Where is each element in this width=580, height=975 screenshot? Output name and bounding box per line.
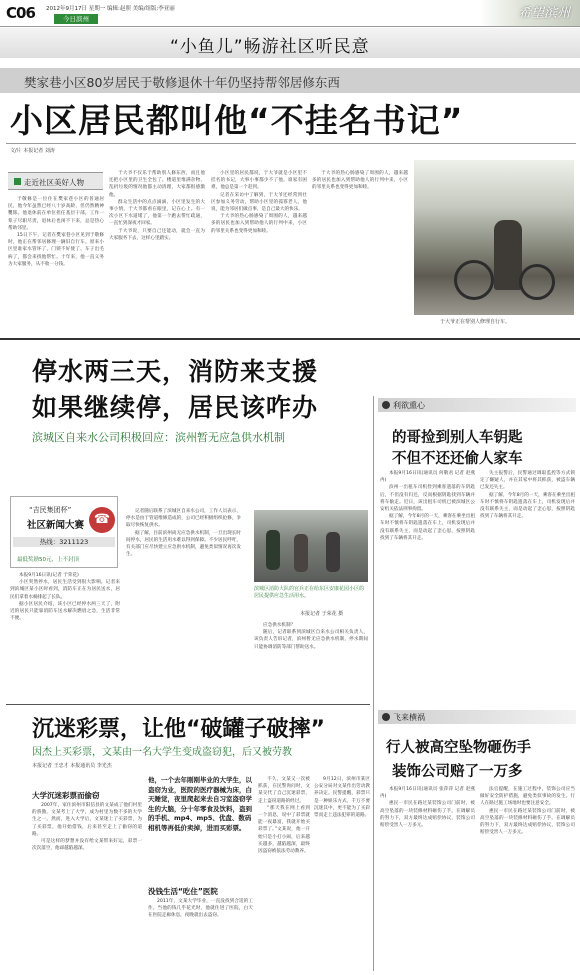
photo-firefighter (266, 530, 280, 570)
story1-byline: 文/片 本报记者 刘涛 (10, 148, 55, 154)
paragraph: 于大爷的热心肠感染了周围的人，越来越多的居民也加入到帮助他人的行列中来，小区的邻里关系也变得更加和睦。 (211, 214, 307, 234)
paragraph: “那天我在网上看到一个消息，说中了彩票就能一夜暴富，我就开始买彩票了。”文某说，他一开始只是小打小闹，后来越买越多，越陷越深，最终因盗窃被依法劳动教养。 (258, 805, 310, 855)
paragraph: 应急供水机制？ (263, 623, 296, 628)
story5-highlight: 他，一个去年刚刚毕业的大学生，以盗窃为业，医院的医疗器械为床，白天睡觉，夜里爬起来去自习室盗窃学生的大脑，分十年零食及饮料，盗到的手机、mp4、mp5、优盘、数码相机等再低价卖掉，进而买彩票。 (148, 776, 252, 832)
story2-photo-caption: 滨城区消防大队的官兵正在给东区安康花园小区的居民提供应急生活用水。 (254, 586, 365, 599)
paragraph: 2007年，家住滨州市阳信县的文某成了他们村里的骄傲，文某考上了大学，成为村里为数不多的大学生之一。然而，进入大学后，文某迷上了买彩票，为了买彩票，他开始借钱，后来甚至走上了偷窃的道路。 (32, 803, 142, 837)
section-divider (0, 338, 580, 340)
masthead-divider (0, 26, 580, 27)
page-code: C06 (6, 4, 35, 22)
paragraph: 2011年，文某大学毕业，一直没找到合适的工作。当他的钱几乎花光时，他就住进了医院，白天在医院走廊休息，夜晚就出去盗窃。 (148, 899, 253, 919)
story5-subhead: 因杰上买彩票，文某由一名大学生变成盗窃犯，后又被劳教 (32, 747, 292, 758)
story2-col2 (126, 508, 241, 698)
photo-bicycle-wheel (519, 264, 555, 300)
ad-reward: 最低奖励50元，上不封顶 (17, 557, 79, 563)
masthead-logo (480, 0, 580, 26)
story1-col4 (312, 170, 408, 320)
banner-title: “小鱼儿”畅游社区听民意 (170, 37, 370, 57)
masthead (0, 0, 580, 26)
marker-icon (382, 401, 390, 409)
telephone-icon: ☎ (89, 507, 115, 533)
story2-photo-credit: 本报记者 于荣花 摄 (300, 611, 344, 617)
story3-label-bar (378, 398, 576, 412)
story1-tag: 走近社区美好人物 (24, 178, 84, 187)
paragraph: 小区突然停水，居民生活受到很大影响。记者来到滨城区某小区时看到，消防车正在为居民送水，居民们拿着水桶排起了长队。 (10, 580, 120, 600)
contest-ad (10, 496, 118, 568)
paragraph: 可是这样的梦想并没有给文某带来好运，彩票一次次落空，他却越陷越深。 (32, 839, 142, 852)
story1-col1 (8, 196, 104, 318)
paragraph: 15日下午，记者在樊家巷小区见到于敬修时，他正在帮邻居修理一辆旧自行车。原来小区里谁家水管坏了、门锁不好使了、车子出毛病了，都会来找他帮忙。十年来，他一直义务为大家服务，从不收一分钱。 (8, 233, 104, 267)
paragraph: 法官提醒，在施工过程中，装饰公司应当做好安全防护措施，避免类似事故的发生。行人在路过施工场地时也要注意安全。 (480, 787, 575, 807)
photo-resident (294, 534, 308, 572)
story5-col2 (148, 898, 253, 968)
story1-col2 (109, 170, 205, 320)
story2-subhead: 滨城区自来水公司积极回应：滨州暂无应急供水机制 (32, 431, 285, 444)
story5-byline: 本报记者 王忠才 本报通讯员 李光杰 (32, 763, 112, 769)
story3-headline-1: 的哥捡到别人车钥匙 (392, 430, 523, 446)
story3-section-label: 利欲熏心 (393, 401, 425, 410)
paragraph: 于敬修是一位住在樊家巷小区的普通居民，他今年虽然已经八十岁高龄，但仍然精神矍铄。他退休前在单位担任基层干部，工作一辈子尽职尽责，退休后也闲不下来，总是热心帮助邻里。 (8, 197, 104, 231)
ad-hotline: 热线：3211123 (13, 537, 115, 547)
bullet-square-icon (14, 178, 21, 185)
paragraph: 于大爷不仅乐于帮助别人修东西，而且他还把小区里的卫生全包了。楼道里堆满杂物、乱扔垃圾的情况他都主动清理，大家都很感激他。 (109, 171, 205, 198)
story1-kicker-band (0, 68, 580, 93)
story1-tag-box (8, 172, 103, 190)
story1-col3 (211, 170, 307, 320)
photo-bicycle-wheel (454, 260, 494, 300)
paragraph: 于大爷说，只要自己还能动，就会一直为大家服务下去，这样心里踏实。 (109, 228, 205, 241)
banner (0, 28, 580, 58)
story2-col3 (254, 622, 368, 698)
paragraph: 不久，文某又一次被抓获，在民警询问时，文某交代了自己沉迷彩票，走上盗窃道路的经过。 (258, 777, 310, 804)
photo-figure (494, 220, 522, 290)
story2-photo (254, 510, 368, 582)
story2-headline-1: 停水两三天，消防来支援 (32, 357, 319, 386)
paragraph: 群众生活中的点点滴滴、小区里发生的大事小情，于大爷都看在眼里，记在心上。有一次小区下水道堵了，他第一个跑去帮忙疏通，一直忙到深夜才回家。 (109, 199, 205, 227)
column-divider (373, 396, 374, 971)
story1-photo-caption: 于大爷正在帮别人修理自行车。 (440, 319, 511, 325)
story4-section-label: 飞来横祸 (393, 713, 425, 722)
paragraph: 记者随后联系了滨城区自来水公司，工作人员表示，停水是由于管道维修造成的，公司已经积极组织抢修，争取尽快恢复供水。 (126, 509, 241, 529)
paragraph: 记者在采访中了解到，于大爷还经常到社区参加义务劳动，帮助小区里的孤寡老人。他说，能为邻居们做点事，是自己最大的快乐。 (211, 192, 307, 213)
masthead-logo-text: 希望滨州 (517, 6, 570, 21)
ad-title: “吉民集团杯” (29, 506, 72, 514)
paragraph: 据了解，今年8月的一天，乘客在乘坐出租车时不慎将车钥匙遗落在车上，司机发现后并没有联系失主，而是动起了歪心思，按照钥匙找到了车辆将其开走。 (380, 514, 475, 541)
paragraph: 小区里的居民都说，于大爷就是小区里不挂名的书记，大事小事都少不了他。谁家有困难，他总是第一个赶到。 (211, 171, 307, 191)
story3-col2 (480, 470, 575, 690)
story2-col1 (10, 572, 120, 700)
story2-headline-2: 如果继续停，居民该咋办 (32, 393, 319, 422)
story5-subtitle-1: 大学沉迷彩票而偷窃 (32, 791, 100, 800)
ad-name: 社区新闻大赛 (27, 520, 85, 531)
story4-headline-1: 行人被高空坠物砸伤手 (386, 740, 531, 756)
story5-col1 (32, 802, 142, 968)
paragraph: 惠民一市民在路过某装饰公司门前时，被高空坠落的一块装修材料砸伤了手。在调解员的努力下，双方最终达成赔偿协议，装饰公司赔偿受害人一万多元。 (480, 808, 575, 836)
paragraph: 于大爷的热心肠感染了周围的人，越来越多的居民也加入到帮助他人的行列中来，小区的邻里关系也变得更加和睦。 (312, 171, 408, 191)
story5-headline: 沉迷彩票，让他“破罐子破摔” (32, 717, 325, 742)
story1-kicker: 樊家巷小区80岁居民于敬修退休十年仍坚持帮邻居修东西 (24, 75, 340, 90)
story4-col1 (380, 786, 475, 968)
paragraph: 据了解，目前滨州尚无应急供水机制，一旦出现长时间停水，居民的生活用水难以得到保障。不少居民呼吁，有关部门应尽快建立应急供水机制，避免类似情况再次发生。 (126, 530, 241, 558)
story4-col2 (480, 786, 575, 968)
headline-rule (6, 143, 576, 144)
story3-col1 (380, 470, 475, 690)
story5-col3 (258, 776, 310, 968)
paragraph: 失主报警后，民警通过调取监控等方式锁定了嫌疑人，并在其家中将其抓获，被盗车辆已发还失主。 (480, 471, 575, 491)
story5-subtitle-2: 没钱生活“吃住”医院 (148, 887, 218, 896)
paragraph: 滨州一出租车司机捡到乘客遗落的车钥匙后，不但没有归还，反而根据钥匙找到车辆并将车偷走。近日，该出租车司机已被滨城区公安机关依法刑事拘留。 (380, 485, 475, 513)
story4-label-bar (378, 710, 576, 724)
paragraph: 随后，记者联系到滨城区自来水公司相关负责人，该负责人告诉记者，滨州暂无应急供水机制，停水期间只能协调消防等部门帮助送水。 (254, 630, 368, 650)
photo-resident (326, 532, 340, 572)
paragraph: 据小区居民介绍，该小区已经停水两三天了，附近的居民只能靠消防车送水解决燃眉之急，生活非常不便。 (10, 601, 120, 622)
paragraph: 据了解，今年8月的一天，乘客在乘坐出租车时不慎将车钥匙遗落在车上，司机发现后并没有联系失主，而是动起了歪心思，按照钥匙找到了车辆将其开走。 (480, 492, 575, 520)
story4-headline-2: 装饰公司赔了一万多 (392, 764, 523, 780)
paragraph: 9月12日，滨州市某区公安分局对文某作出劳动教养决定。民警提醒，彩票只是一种娱乐方式，千万不要沉迷其中，更不能为了买彩票而走上违法犯罪的道路。 (314, 777, 370, 819)
story5-top-rule (6, 704, 370, 705)
date-line: 2012年9月17日 星期一 编辑:赵照 美编/组版:李亚丽 (46, 6, 175, 12)
byline: 本报9月16日讯(通讯员 张萍萍 记者 赵燕冉) (380, 787, 475, 800)
marker-icon (382, 713, 390, 721)
story1-photo (414, 160, 574, 315)
story3-headline-2: 不但不还还偷人家车 (392, 451, 523, 467)
story1-headline: 小区居民都叫他“不挂名书记” (10, 101, 464, 140)
story5-col4 (314, 776, 370, 968)
paragraph: 惠民一市民在路过某装饰公司门前时，被高空坠落的一块装修材料砸伤了手。在调解员的努力下，双方最终达成赔偿协议，装饰公司赔偿受害人一万多元。 (380, 801, 475, 829)
section-tag: 今日滨州 (54, 14, 98, 24)
byline: 本报9月16日讯(通讯员 何敬君 记者 赵燕冉) (380, 471, 475, 484)
byline: 本报9月16日讯(记者 于荣花) (19, 573, 79, 578)
